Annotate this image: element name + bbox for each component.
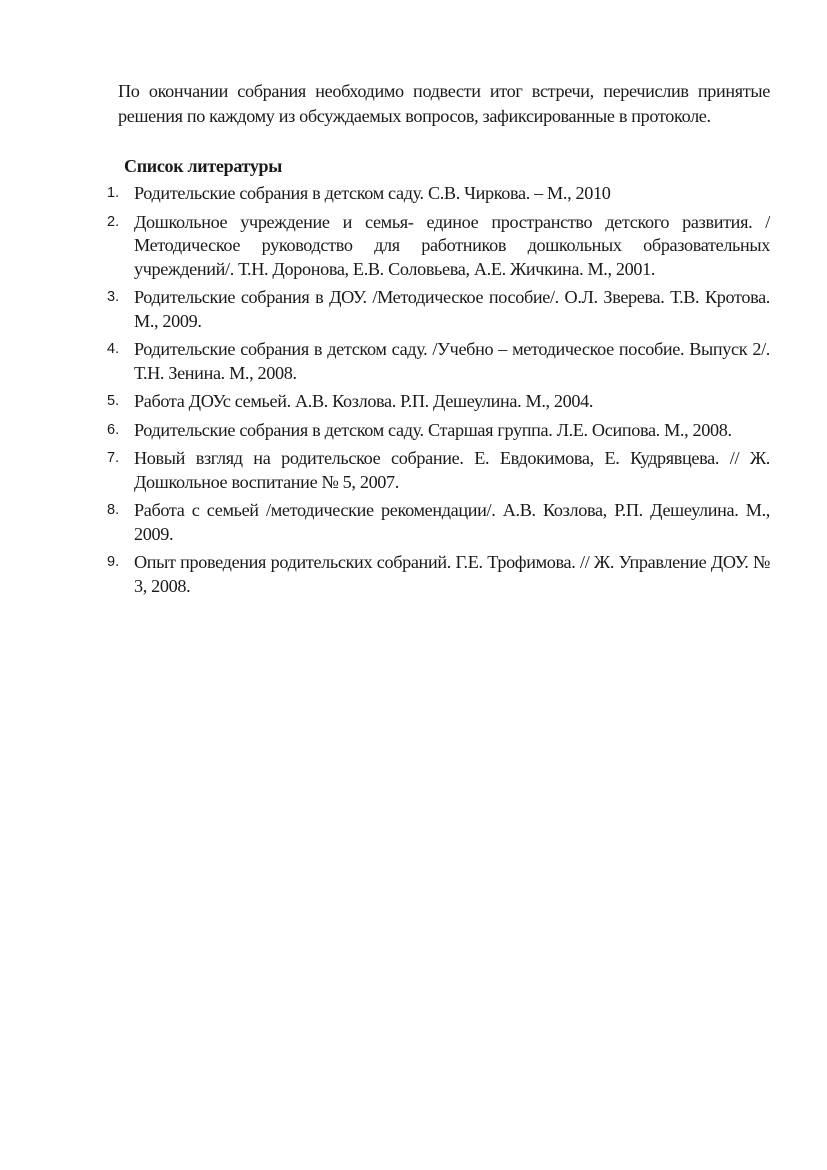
reference-number: 1. — [107, 185, 120, 201]
reference-item — [107, 499, 770, 546]
reference-number: 2. — [107, 213, 120, 230]
reference-item — [107, 390, 770, 414]
reference-number: 9. — [107, 554, 120, 570]
reference-number: 5. — [107, 393, 120, 409]
reference-text: Родительские собрания в детском саду. /Учебно – методическое пособие. Выпуск 2/. Т.Н. Зенина. М., 2008. — [134, 339, 770, 383]
reference-item — [107, 286, 770, 333]
reference-text: Родительские собрания в детском саду. С.В. Чиркова. – М., 2010 — [134, 183, 611, 203]
reference-text: Родительские собрания в детском саду. Старшая группа. Л.Е. Осипова. М., 2008. — [134, 419, 732, 440]
reference-item — [107, 551, 770, 598]
reference-item — [107, 338, 770, 385]
references-list — [107, 182, 770, 598]
reference-number: 6. — [107, 421, 120, 438]
reference-number: 7. — [107, 450, 120, 466]
references-heading: Список литературы — [124, 156, 283, 176]
reference-number: 3. — [107, 289, 120, 305]
reference-item — [107, 211, 770, 282]
reference-text: Работа с семьей /методические рекомендации/. А.В. Козлова, Р.П. Дешеулина. М., 2009. — [134, 500, 770, 544]
reference-text: Опыт проведения родительских собраний. Г.Е. Трофимова. // Ж. Управление ДОУ. № 3, 2008. — [134, 552, 770, 596]
reference-text: Работа ДОУс семьей. А.В. Козлова. Р.П. Дешеулина. М., 2004. — [134, 391, 594, 411]
reference-text: Новый взгляд на родительское собрание. Е. Евдокимова, Е. Кудрявцева. // Ж. Дошкольное воспитание № 5, 2007. — [134, 448, 770, 492]
reference-item — [107, 447, 770, 494]
reference-text: Родительские собрания в ДОУ. /Методическое пособие/. О.Л. Зверева. Т.В. Кротова. М., 2009. — [134, 287, 770, 331]
document-page — [107, 79, 770, 603]
reference-number: 4. — [107, 341, 120, 357]
reference-item — [107, 182, 770, 206]
reference-number: 8. — [107, 502, 120, 518]
reference-text: Дошкольное учреждение и семья- единое пространство детского развития. /Методическое руководство для работников дошкольных образовательных учреждений/. Т.Н. Доронова, Е.В. Соловьева, А.Е. Жичкина. М., 2001. — [134, 211, 770, 279]
reference-item — [107, 419, 770, 443]
intro-paragraph: По окончании собрания необходимо подвести итог встречи, перечислив принятые решения по каждому из обсуждаемых вопросов, зафиксированные в протоколе. — [118, 81, 770, 126]
